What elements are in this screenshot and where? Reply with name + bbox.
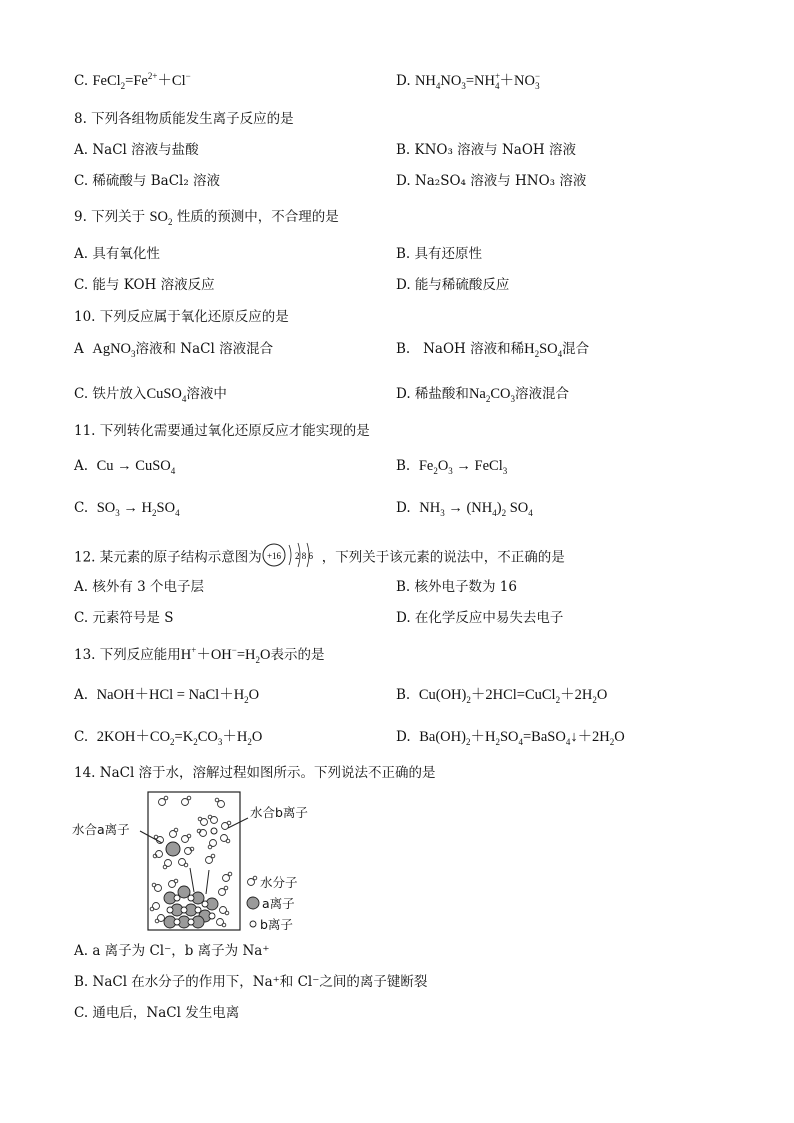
q12-option-b[interactable]: B. 核外电子数为 16 [396,579,517,595]
atom-nucleus: +16 [266,551,281,561]
legend-a-icon [247,897,259,909]
legend-b-label: b离子 [260,917,293,932]
q8-stem: 8. 下列各组物质能发生离子反应的是 [74,111,294,127]
q13-option-c[interactable]: C. $2KOH+CO_2=K_2CO_3+H_2O$ [74,729,263,747]
q10-option-c[interactable]: C. 铁片放入CuSO$_4$溶液中 [74,386,227,404]
q13-option-a[interactable]: A. NaOH＋HCl = $NaCl+H_2O$ [74,687,260,705]
q9-stem: 9. 下列关于 $SO_2$ 性质的预测中，不合理的是 [74,209,339,227]
q11-option-d[interactable]: D. $NH_3 \to (NH_4)_2$ $SO_4$ [396,500,533,518]
q14-option-b[interactable]: B. NaCl 在水分子的作用下，Na⁺和 Cl⁻之间的离子键断裂 [74,974,428,990]
q13-option-d[interactable]: D. $Ba(OH)_2+H_2SO_4=BaSO_4↓+2H_2O$ [396,729,625,747]
q9-option-a[interactable]: A. 具有氧化性 [74,246,160,262]
q10-option-a[interactable]: A AgNO$_3$溶液和 NaCl 溶液混合 [74,341,274,359]
q9-option-c[interactable]: C. 能与 KOH 溶液反应 [74,277,215,293]
q11-option-b[interactable]: B. $Fe_2O_3$ → FeCl$_3$ [396,458,508,476]
q9-option-b[interactable]: B. 具有还原性 [396,246,483,262]
q8-option-d[interactable]: D. Na₂SO₄ 溶液与 HNO₃ 溶液 [396,173,587,189]
q13-option-b[interactable]: B. $Cu(OH)_2+2HCl=CuCl_2+2H_2O$ [396,687,608,705]
label-hydrated-b: 水合b离子 [250,805,308,820]
label-hydrated-a: 水合a离子 [72,822,130,837]
q12-stem: 12. 某元素的原子结构示意图为 +16 2 8 6 ，下列关于该元素的说法中，不正确的是 [74,540,565,576]
q12-option-c[interactable]: C. 元素符号是 S [74,610,174,626]
atom-shells: 2 8 6 [294,551,313,561]
q12-option-d[interactable]: D. 在化学反应中易失去电子 [396,610,564,626]
q14-option-c[interactable]: C. 通电后，NaCl 发生电离 [74,1005,240,1021]
legend-water-label: 水分子 [260,875,298,890]
q11-option-c[interactable]: C. $SO_3 \to H_2SO_4$ [74,500,180,518]
q11-stem: 11. 下列转化需要通过氧化还原反应才能实现的是 [74,423,370,439]
prev-option-c: C. $FeCl_2=Fe^{2+}+Cl^-$ [74,71,191,91]
q14-option-a[interactable]: A. a 离子为 Cl⁻，b 离子为 Na⁺ [74,943,270,959]
q10-option-d[interactable]: D. 稀盐酸和$Na_2CO_3$溶液混合 [396,386,570,404]
q12-option-a[interactable]: A. 核外有 3 个电子层 [74,579,205,595]
legend-b-icon [250,921,256,927]
q10-option-b[interactable]: B. NaOH 溶液和稀$H_2SO_4$混合 [396,341,590,359]
q8-option-c[interactable]: C. 稀硫酸与 BaCl₂ 溶液 [74,173,221,189]
atom-structure-diagram [262,540,322,576]
q8-option-a[interactable]: A. NaCl 溶液与盐酸 [74,142,199,158]
q14-stem: 14. NaCl 溶于水，溶解过程如图所示。下列说法不正确的是 [74,765,436,781]
nacl-dissolution-figure [72,788,332,936]
prev-option-d: D. $NH_4NO_3=NH^+_4+NO^-_3$ [396,71,541,91]
figure-legend [247,875,298,932]
legend-a-label: a离子 [262,896,295,911]
q11-option-a[interactable]: A. Cu → CuSO$_4$ [74,458,176,476]
q10-stem: 10. 下列反应属于氧化还原反应的是 [74,309,289,325]
q8-option-b[interactable]: B. KNO₃ 溶液与 NaOH 溶液 [396,142,576,158]
q9-option-d[interactable]: D. 能与稀硫酸反应 [396,277,510,293]
q13-stem: 13. 下列反应能用$H^++OH^-=H_2O$表示的是 [74,645,325,665]
